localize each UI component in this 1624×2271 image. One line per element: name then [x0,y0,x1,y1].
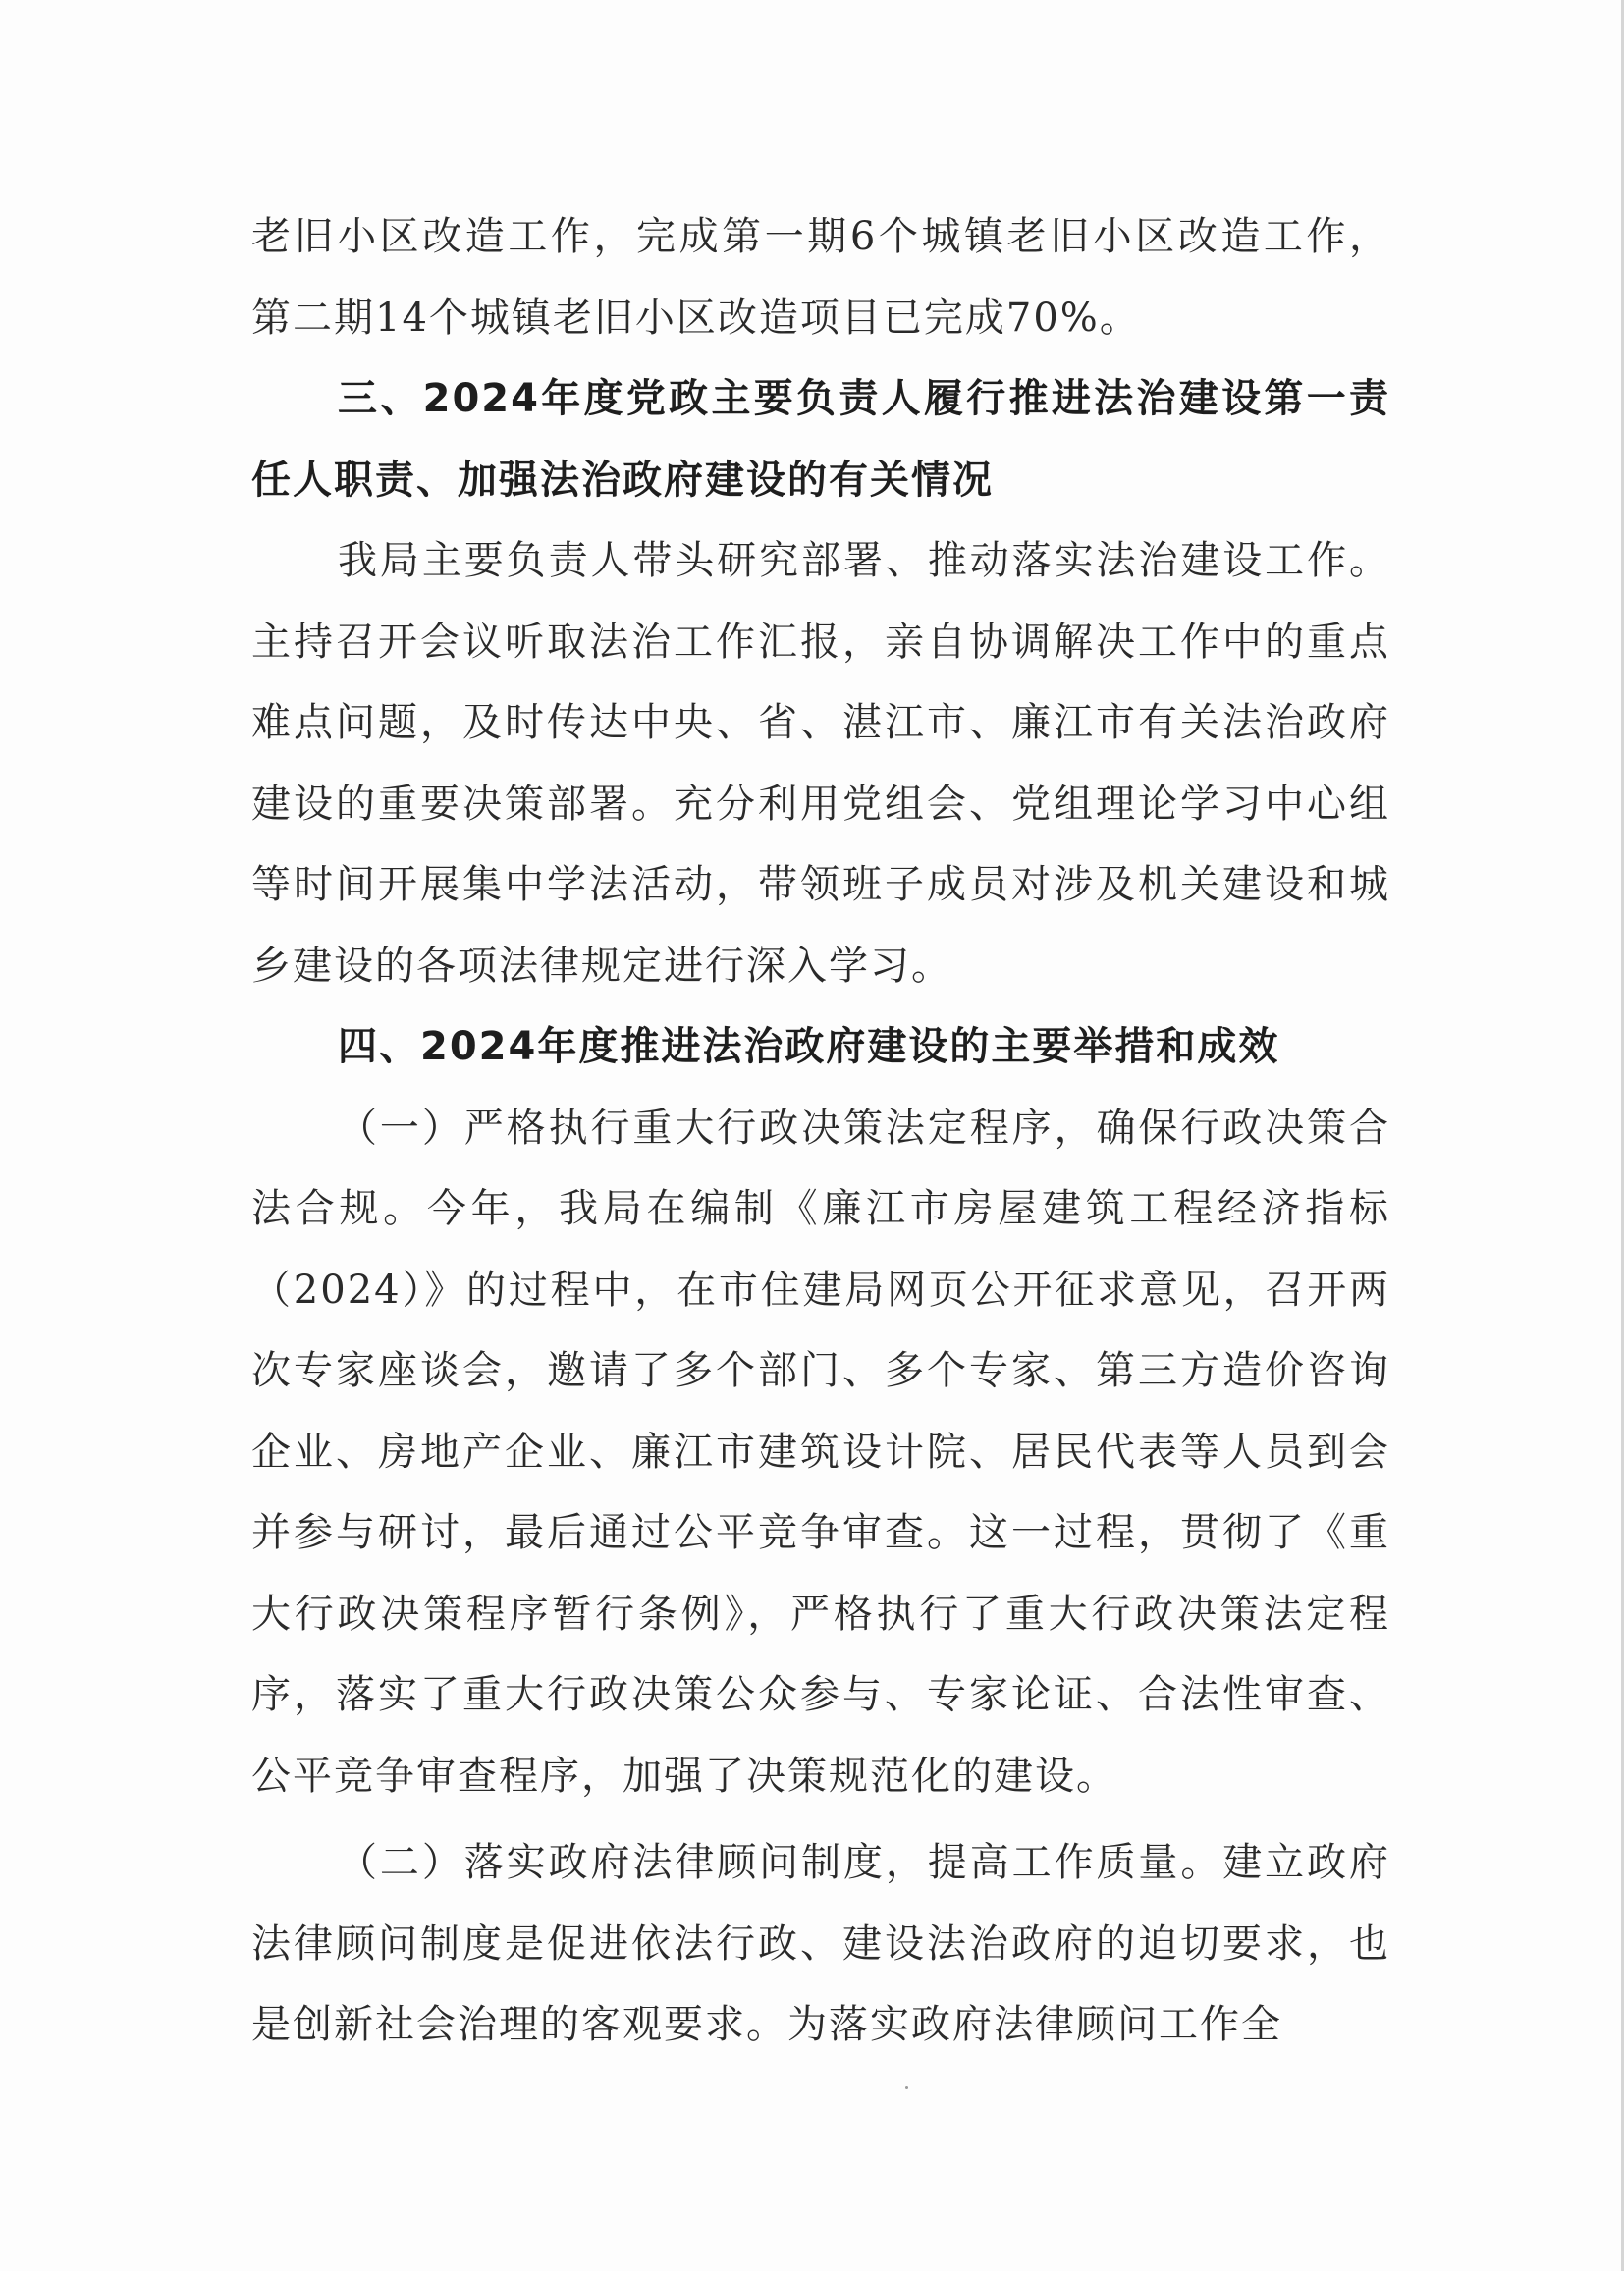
scan-speck [905,2086,908,2089]
document-body [251,196,1390,2066]
paragraph-responsibility: 我局主要负责人带头研究部署、推动落实法治建设工作。主持召开会议听取法治工作汇报，亲自协调解决工作中的重点难点问题，及时传达中央、省、湛江市、廉江市有关法治政府建设的重要决策部署。充分利用党组会、党组理论学习中心组等时间开展集中学法活动，带领班子成员对涉及机关建设和城乡建设的各项法律规定进行深入学习。 [251,538,1390,989]
section-heading-4: 四、2024年度推进法治政府建设的主要举措和成效 [338,1024,1280,1069]
paragraph-continuation: 老旧小区改造工作，完成第一期6个城镇老旧小区改造工作，第二期14个城镇老旧小区改造项目已完成70%。 [251,214,1390,341]
paragraph-decision-procedure: （一）严格执行重大行政决策法定程序，确保行政决策合法合规。今年，我局在编制《廉江市房屋建筑工程经济指标（2024）》的过程中，在市住建局网页公开征求意见，召开两次专家座谈会，邀请了多个部门、多个专家、第三方造价咨询企业、房地产企业、廉江市建筑设计院、居民代表等人员到会并参与研讨，最后通过公平竞争审查。这一过程，贯彻了《重大行政决策程序暂行条例》，严格执行了重大行政决策法定程序，落实了重大行政决策公众参与、专家论证、合法性审查、公平竞争审查程序，加强了决策规范化的建设。 [251,1105,1390,1799]
paragraph-legal-advisor: （二）落实政府法律顾问制度，提高工作质量。建立政府法律顾问制度是促进依法行政、建设法治政府的迫切要求，也是创新社会治理的客观要求。为落实政府法律顾问工作全 [251,1840,1390,2047]
section-heading-3: 三、2024年度党政主要负责人履行推进法治建设第一责任人职责、加强法治政府建设的有关情况 [251,376,1390,503]
